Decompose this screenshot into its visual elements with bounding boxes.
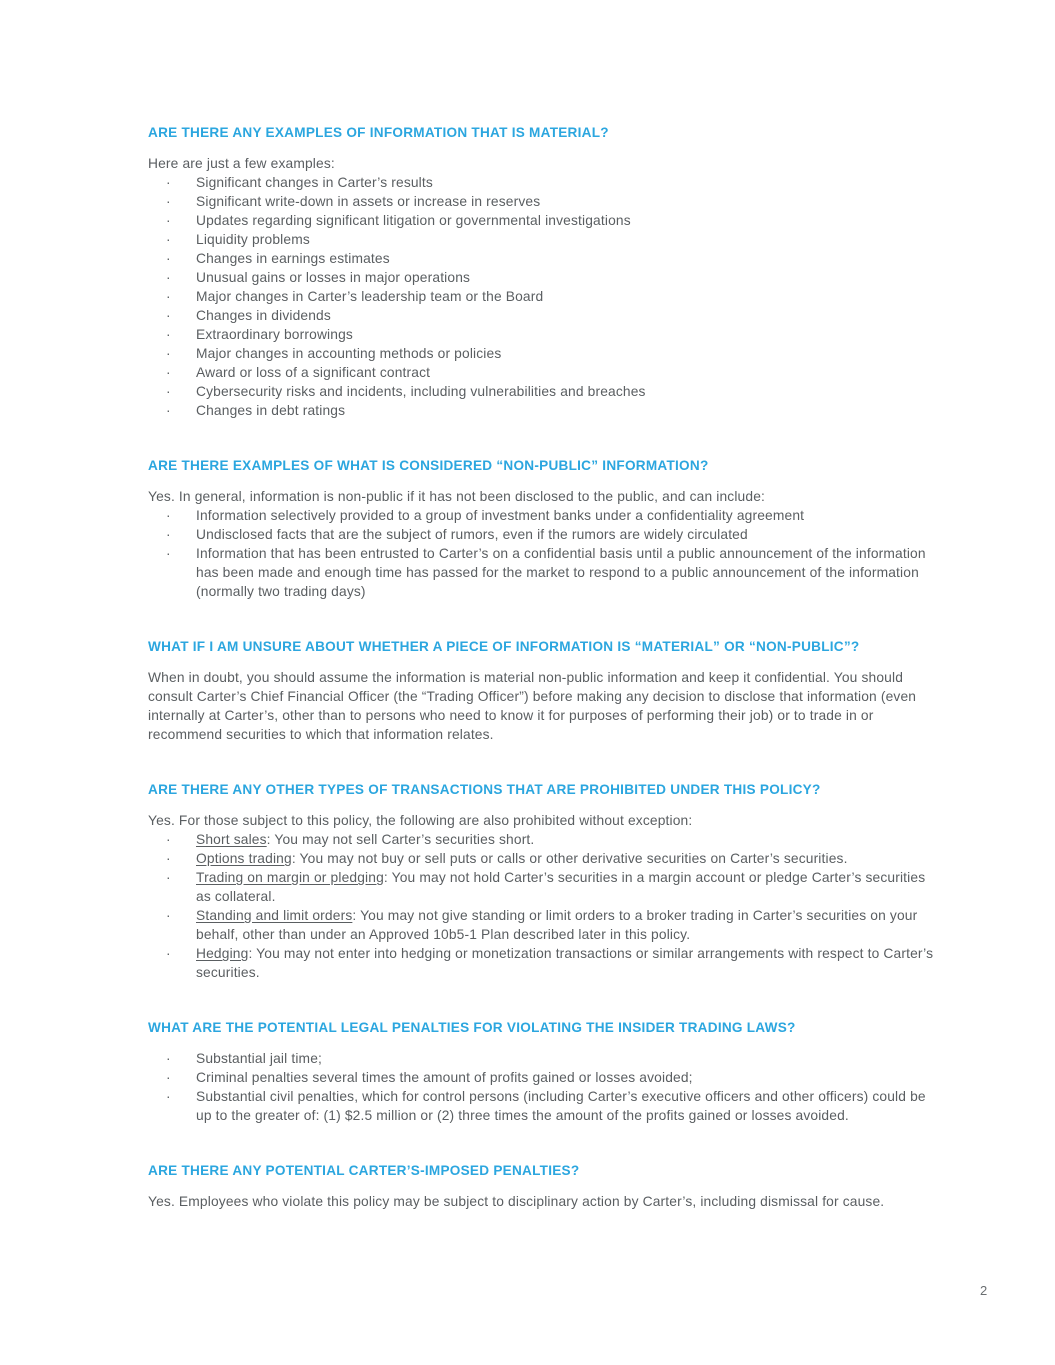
bullet-text: : You may not give standing or limit orders to a broker trading in Carter’s securities on your behalf, other than under an Approved 10b5-1 Plan described later in this policy. <box>196 908 918 942</box>
bullet-item <box>148 382 936 401</box>
section-heading: WHAT IF I AM UNSURE ABOUT WHETHER A PIECE OF INFORMATION IS “MATERIAL” OR “NON-PUBLIC”? <box>148 639 860 654</box>
bullet-lead: Options trading <box>196 851 292 866</box>
bullet-item <box>148 906 936 944</box>
bullet-list <box>148 506 936 601</box>
section-heading: ARE THERE EXAMPLES OF WHAT IS CONSIDERED “NON-PUBLIC” INFORMATION? <box>148 458 709 473</box>
bullet-list <box>148 830 936 982</box>
bullet-item <box>148 944 936 982</box>
bullet-text: Substantial civil penalties, which for control persons (including Carter’s executive officers and other officers) could be up to the greater of: (1) $2.5 million or (2) three times the amount of the profits gained or losses avoided. <box>196 1089 926 1123</box>
bullet-item <box>148 1068 936 1087</box>
bullet-text: Significant changes in Carter’s results <box>196 175 433 190</box>
bullet-item <box>148 525 936 544</box>
section-material-examples <box>148 124 936 420</box>
bullet-text: Award or loss of a significant contract <box>196 365 431 380</box>
bullet-item <box>148 1049 936 1068</box>
bullet-item <box>148 325 936 344</box>
bullet-item <box>148 1087 936 1125</box>
bullet-item <box>148 344 936 363</box>
section-nonpublic-examples <box>148 457 936 601</box>
bullet-text: Updates regarding significant litigation or governmental investigations <box>196 213 631 228</box>
bullet-text: Undisclosed facts that are the subject of rumors, even if the rumors are widely circulated <box>196 527 748 542</box>
bullet-item <box>148 230 936 249</box>
bullet-text: Liquidity problems <box>196 232 310 247</box>
bullet-item <box>148 849 936 868</box>
bullet-text: : You may not sell Carter’s securities short. <box>266 832 535 847</box>
bullet-item <box>148 401 936 420</box>
bullet-item <box>148 868 936 906</box>
section-legal-penalties <box>148 1019 936 1125</box>
section-heading: ARE THERE ANY POTENTIAL CARTER’S-IMPOSED PENALTIES? <box>148 1163 580 1178</box>
section-heading: ARE THERE ANY OTHER TYPES OF TRANSACTIONS THAT ARE PROHIBITED UNDER THIS POLICY? <box>148 782 821 797</box>
bullet-text: Extraordinary borrowings <box>196 327 353 342</box>
section-heading: WHAT ARE THE POTENTIAL LEGAL PENALTIES FOR VIOLATING THE INSIDER TRADING LAWS? <box>148 1020 796 1035</box>
bullet-item <box>148 173 936 192</box>
section-prohibited-transactions <box>148 781 936 982</box>
bullet-item <box>148 306 936 325</box>
document-content <box>148 124 936 1211</box>
bullet-text: Information that has been entrusted to Carter’s on a confidential basis until a public announcement of the information has been made and enough time has passed for the market to respond to a public announcement of the information (normally two trading days) <box>196 546 926 599</box>
bullet-item <box>148 211 936 230</box>
bullet-item <box>148 544 936 601</box>
bullet-text: Major changes in Carter’s leadership team or the Board <box>196 289 544 304</box>
section-paragraph: Yes. Employees who violate this policy may be subject to disciplinary action by Carter’s, including dismissal for cause. <box>148 1194 885 1209</box>
bullet-item <box>148 506 936 525</box>
bullet-text: Changes in debt ratings <box>196 403 346 418</box>
bullet-text: Changes in earnings estimates <box>196 251 390 266</box>
bullet-item <box>148 192 936 211</box>
bullet-lead: Standing and limit orders <box>196 908 353 923</box>
page-number: 2 <box>980 1283 988 1298</box>
section-company-penalties <box>148 1162 936 1211</box>
bullet-text: Changes in dividends <box>196 308 331 323</box>
section-intro: Here are just a few examples: <box>148 156 335 171</box>
bullet-text: : You may not enter into hedging or monetization transactions or similar arrangements with respect to Carter’s securities. <box>196 946 934 980</box>
bullet-text: Major changes in accounting methods or policies <box>196 346 502 361</box>
section-unsure-material-nonpublic <box>148 638 936 744</box>
bullet-text: Criminal penalties several times the amount of profits gained or losses avoided; <box>196 1070 693 1085</box>
bullet-item <box>148 363 936 382</box>
section-paragraph: When in doubt, you should assume the information is material non-public information and keep it confidential. You should consult Carter’s Chief Financial Officer (the “Trading Officer”) before making any decision to disclose that information (even internally at Carter’s, other than to persons who need to know it for purposes of performing their job) or to trade in or recommend securities to which that information relates. <box>148 670 917 742</box>
section-intro: Yes. For those subject to this policy, the following are also prohibited without exception: <box>148 813 693 828</box>
bullet-item <box>148 268 936 287</box>
bullet-item <box>148 249 936 268</box>
bullet-item <box>148 830 936 849</box>
section-intro: Yes. In general, information is non-public if it has not been disclosed to the public, and can include: <box>148 489 766 504</box>
bullet-text: Information selectively provided to a group of investment banks under a confidentiality agreement <box>196 508 805 523</box>
bullet-text: Cybersecurity risks and incidents, including vulnerabilities and breaches <box>196 384 646 399</box>
bullet-item <box>148 287 936 306</box>
bullet-text: : You may not buy or sell puts or calls or other derivative securities on Carter’s securities. <box>291 851 848 866</box>
bullet-list <box>148 1049 936 1125</box>
bullet-text: Significant write-down in assets or increase in reserves <box>196 194 541 209</box>
section-heading: ARE THERE ANY EXAMPLES OF INFORMATION THAT IS MATERIAL? <box>148 125 609 140</box>
bullet-lead: Hedging <box>196 946 249 961</box>
bullet-lead: Short sales <box>196 832 267 847</box>
bullet-lead: Trading on margin or pledging <box>196 870 384 885</box>
bullet-text: Unusual gains or losses in major operations <box>196 270 471 285</box>
bullet-text: Substantial jail time; <box>196 1051 322 1066</box>
bullet-text: : You may not hold Carter’s securities in a margin account or pledge Carter’s securities as collateral. <box>196 870 926 904</box>
bullet-list <box>148 173 936 420</box>
